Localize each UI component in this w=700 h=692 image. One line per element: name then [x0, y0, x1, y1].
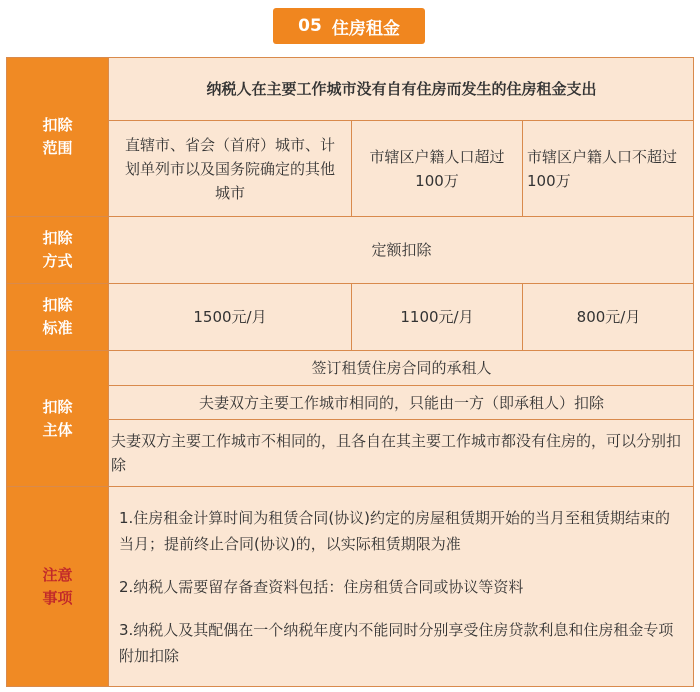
scope-heading: 纳税人在主要工作城市没有自有住房而发生的住房租金支出	[109, 58, 694, 121]
note-item-3: 3.纳税人及其配偶在一个纳税年度内不能同时分别享受住房贷款利息和住房租金专项附加扣除	[119, 620, 674, 665]
subject-line-1: 签订租赁住房合同的承租人	[109, 351, 694, 386]
section-title-badge	[273, 8, 425, 44]
scope-label: 扣除 范围	[7, 58, 109, 217]
subject-line-2: 夫妻双方主要工作城市相同的，只能由一方（即承租人）扣除	[109, 386, 694, 420]
section-title: 住房租金	[331, 18, 400, 39]
scope-city-tier-2: 市辖区户籍人口超过100万	[352, 121, 523, 217]
note-item-2: 2.纳税人需要留存备查资料包括：住房租赁合同或协议等资料	[119, 577, 524, 596]
method-value: 定额扣除	[109, 217, 694, 284]
notes-label: 注意 事项	[7, 487, 109, 686]
standard-label: 扣除 标准	[7, 284, 109, 351]
method-label: 扣除 方式	[7, 217, 109, 284]
subject-line-3: 夫妻双方主要工作城市不相同的，且各自在其主要工作城市都没有住房的，可以分别扣除	[109, 420, 694, 487]
scope-city-tier-3: 市辖区户籍人口不超过100万	[523, 121, 694, 217]
note-item-1: 1.住房租金计算时间为租赁合同(协议)约定的房屋租赁期开始的当月至租赁期结束的当月；提前终止合同(协议)的，以实际租赁期限为准	[119, 508, 671, 553]
section-number: 05	[298, 16, 322, 36]
notes-content	[109, 487, 694, 686]
housing-rent-table	[6, 57, 694, 687]
standard-value-tier-2: 1100元/月	[352, 284, 523, 351]
subject-label: 扣除 主体	[7, 351, 109, 487]
scope-city-tier-1: 直辖市、省会（首府）城市、计划单列市以及国务院确定的其他城市	[109, 121, 352, 217]
standard-value-tier-1: 1500元/月	[109, 284, 352, 351]
standard-value-tier-3: 800元/月	[523, 284, 694, 351]
